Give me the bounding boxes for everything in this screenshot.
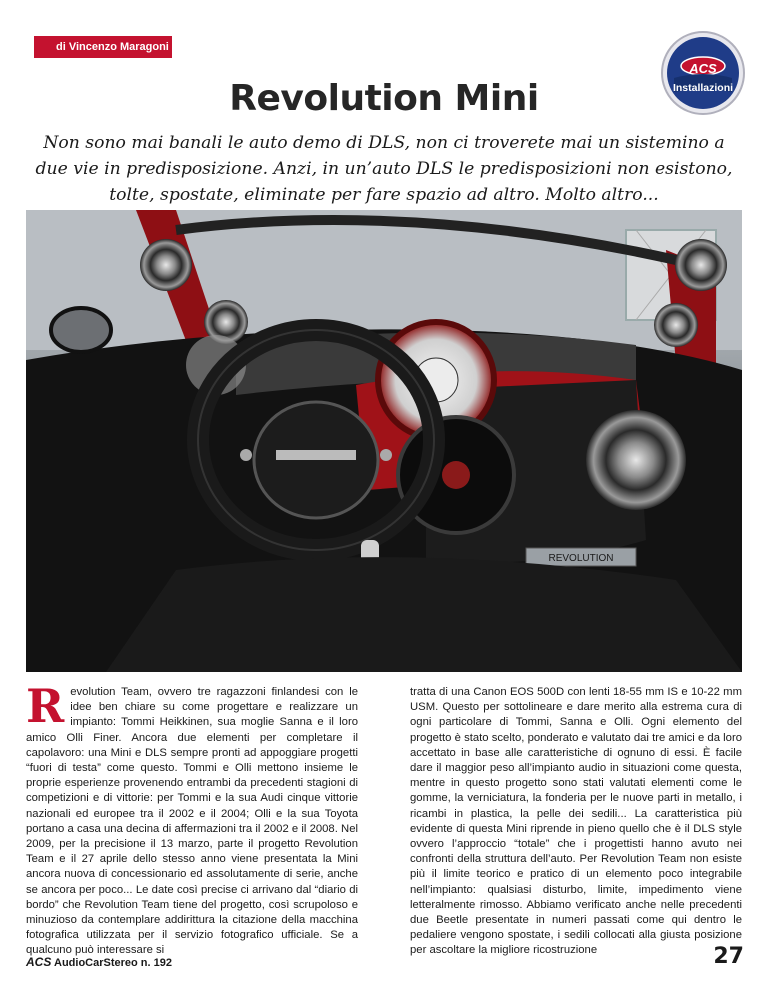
article-title: Revolution Mini bbox=[229, 78, 539, 119]
revolution-plate: REVOLUTION bbox=[548, 553, 614, 564]
page-number: 27 bbox=[713, 944, 744, 969]
author-byline: di Vincenzo Maragoni bbox=[34, 36, 172, 58]
badge-label: Installazioni bbox=[672, 82, 734, 94]
car-interior-photo bbox=[26, 210, 742, 672]
body-column-right: tratta di una Canon EOS 500D con lenti 18-55 mm IS e 10-22 mm USM. Questo per sottolineare e dare merito alla estrema cura di ogni particolare di Tommi, Sanna e Olli. Ogni elemento del progetto è stato scelto, ponderato e valutato dai tre amici e da loro accettato in base alle caratteristiche di ognuno di essi. È facile dare il maggior peso all’impianto audio in situazioni come questa, mentre in questo progetto sono stati valutati elementi come le gomme, la verniciatura, la fonderia per le nuove parti in metallo, i ricambi in plastica, la pelle dei sedili... La caratteristica più evidente di questa Mini riprende in pieno quello che è il DLS style ovvero l’approccio “totale” che i progettisti hanno avuto nei confronti della struttura dell’auto. Per Revolution Team non esiste più il limite teorico e pratico di un elemento poco integrabile nell’impianto: qualsiasi disturbo, limite, impedimento viene letteralmente rimosso. Abbiamo verificato anche nelle precedenti due Beetle presentate in numeri passati come qui dentro le pedaliere vengono spostate, i sedili collocati alla giusta posizione per ascoltare la migliore ricostruzione bbox=[410, 686, 742, 957]
footer-issue: AudioCarStereo n. 192 bbox=[54, 957, 172, 969]
drop-cap: R bbox=[26, 679, 65, 733]
body-column-left bbox=[26, 679, 358, 959]
footer-magazine bbox=[26, 955, 172, 969]
acs-installazioni-badge bbox=[660, 30, 746, 116]
badge-brand: ACS bbox=[689, 61, 717, 76]
footer-brand: ACS bbox=[26, 955, 52, 969]
body-text-left: evolution Team, ovvero tre ragazzoni finlandesi con le idee ben chiare su come progettare e realizzare un impianto: Tommi Heikkinen, sua moglie Sanna e il loro amico Olli Finer. Ancora due elementi per completare il capolavoro: una Mini e DLS sempre pronti ad appoggiare progetti “fuori di testa” come questo. Tommi e Olli mettono insieme le proprie esperienze provenendo entrambi da precedenti stagioni di competizioni e di vittorie: per Tommi e la sua Audi cinque vittorie nazionali ed europee tra il 2002 e il 2004; Olli e la sua Toyota portano a casa una decina di affermazioni tra il 2002 e il 2008. Nel 2009, per la precisione il 13 marzo, parte il progetto Revolution Team e il 27 aprile dello stesso anno viene presentata la Mini ancora nuova di concessionario ed assolutamente di serie, anche se ancora per poco... Le date così precise ci arrivano dal “diario di bordo” che Revolution Team tiene del progetto, così scrupoloso e minuzioso da contemplare addirittura la citazione della macchina fotografica utilizzata per il servizio fotografico ufficiale. Se a qualcuno può interessare si bbox=[26, 686, 358, 957]
photo-illustration bbox=[26, 210, 742, 672]
lead-paragraph: Non sono mai banali le auto demo di DLS, non ci troverete mai un sistemino a due vie in predisposizione. Anzi, in un’auto DLS le predisposizioni non esistono, tolte, spostate, eliminate per fare spazio ad altro. Molto altro... bbox=[35, 133, 733, 205]
